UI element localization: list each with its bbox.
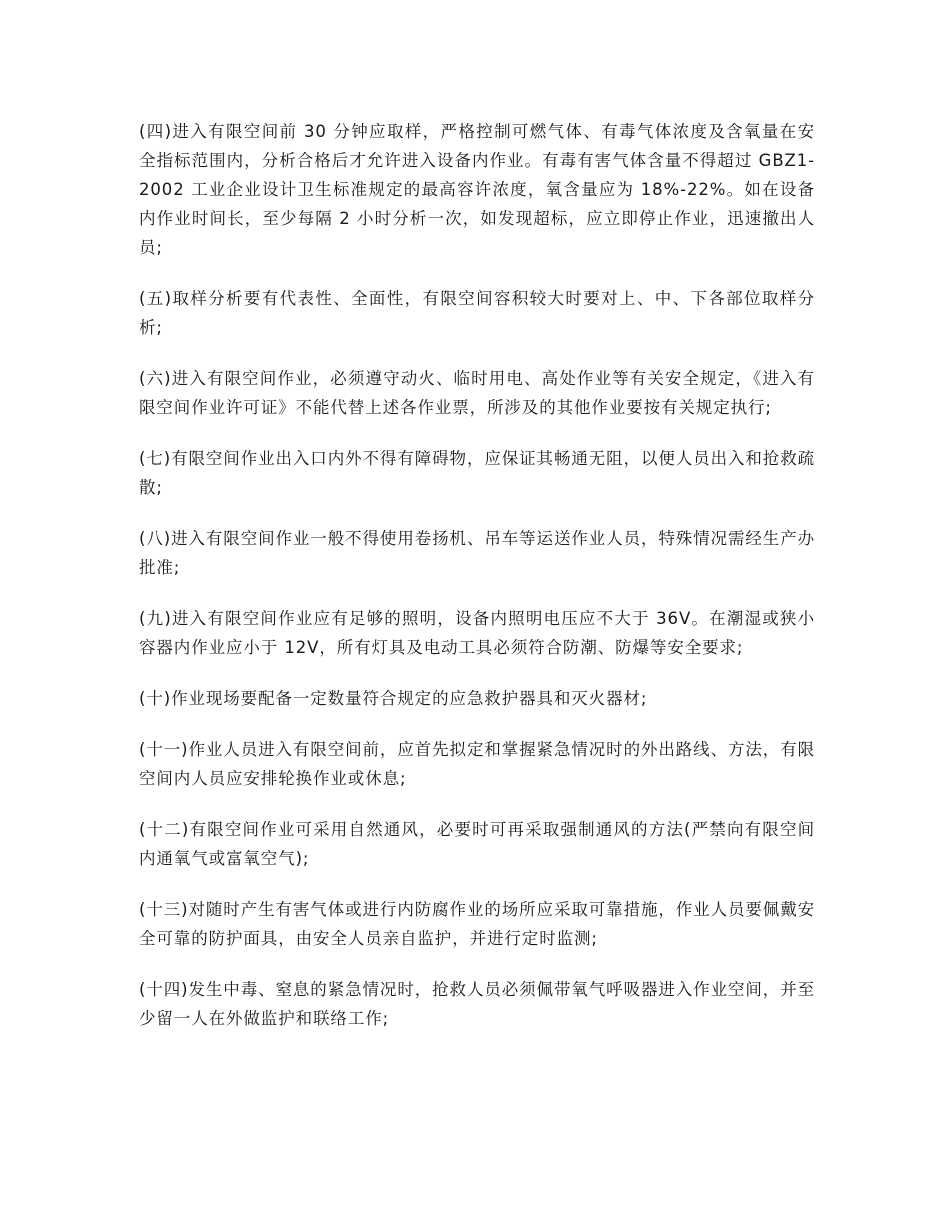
paragraph-4: (四)进入有限空间前 30 分钟应取样，严格控制可燃气体、有毒气体浓度及含氧量在安全指标范围内，分析合格后才允许进入设备内作业。有毒有害气体含量不得超过 GBZ1-2002 工业企业设计卫生标准规定的最高容许浓度，氧含量应为 18%-22%。如在设备内作业时间长，至少每隔 2 小时分析一次，如发现超标，应立即停止作业，迅速撤出人员;	[139, 122, 815, 257]
paragraph-14: (十四)发生中毒、窒息的紧急情况时，抢救人员必须佩带氧气呼吸器进入作业空间，并至少留一人在外做监护和联络工作;	[139, 980, 815, 1028]
document-body	[139, 117, 815, 1055]
paragraph-12: (十二)有限空间作业可采用自然通风，必要时可再采取强制通风的方法(严禁向有限空间内通氧气或富氧空气);	[139, 820, 815, 868]
paragraph-10: (十)作业现场要配备一定数量符合规定的应急救护器具和灭火器材;	[139, 689, 648, 708]
paragraph-9: (九)进入有限空间作业应有足够的照明，设备内照明电压应不大于 36V。在潮湿或狭小容器内作业应小于 12V，所有灯具及电动工具必须符合防潮、防爆等安全要求;	[139, 609, 815, 657]
paragraph-8: (八)进入有限空间作业一般不得使用卷扬机、吊车等运送作业人员，特殊情况需经生产办批准;	[139, 529, 815, 577]
paragraph-13: (十三)对随时产生有害气体或进行内防腐作业的场所应采取可靠措施，作业人员要佩戴安全可靠的防护面具，由安全人员亲自监护，并进行定时监测;	[139, 900, 815, 948]
paragraph-5: (五)取样分析要有代表性、全面性，有限空间容积较大时要对上、中、下各部位取样分析;	[139, 289, 815, 337]
paragraph-7: (七)有限空间作业出入口内外不得有障碍物，应保证其畅通无阻，以便人员出入和抢救疏散;	[139, 449, 815, 497]
paragraph-6: (六)进入有限空间作业，必须遵守动火、临时用电、高处作业等有关安全规定，《进入有限空间作业许可证》不能代替上述各作业票，所涉及的其他作业要按有关规定执行;	[139, 369, 815, 417]
paragraph-11: (十一)作业人员进入有限空间前，应首先拟定和掌握紧急情况时的外出路线、方法，有限空间内人员应安排轮换作业或休息;	[139, 740, 815, 788]
